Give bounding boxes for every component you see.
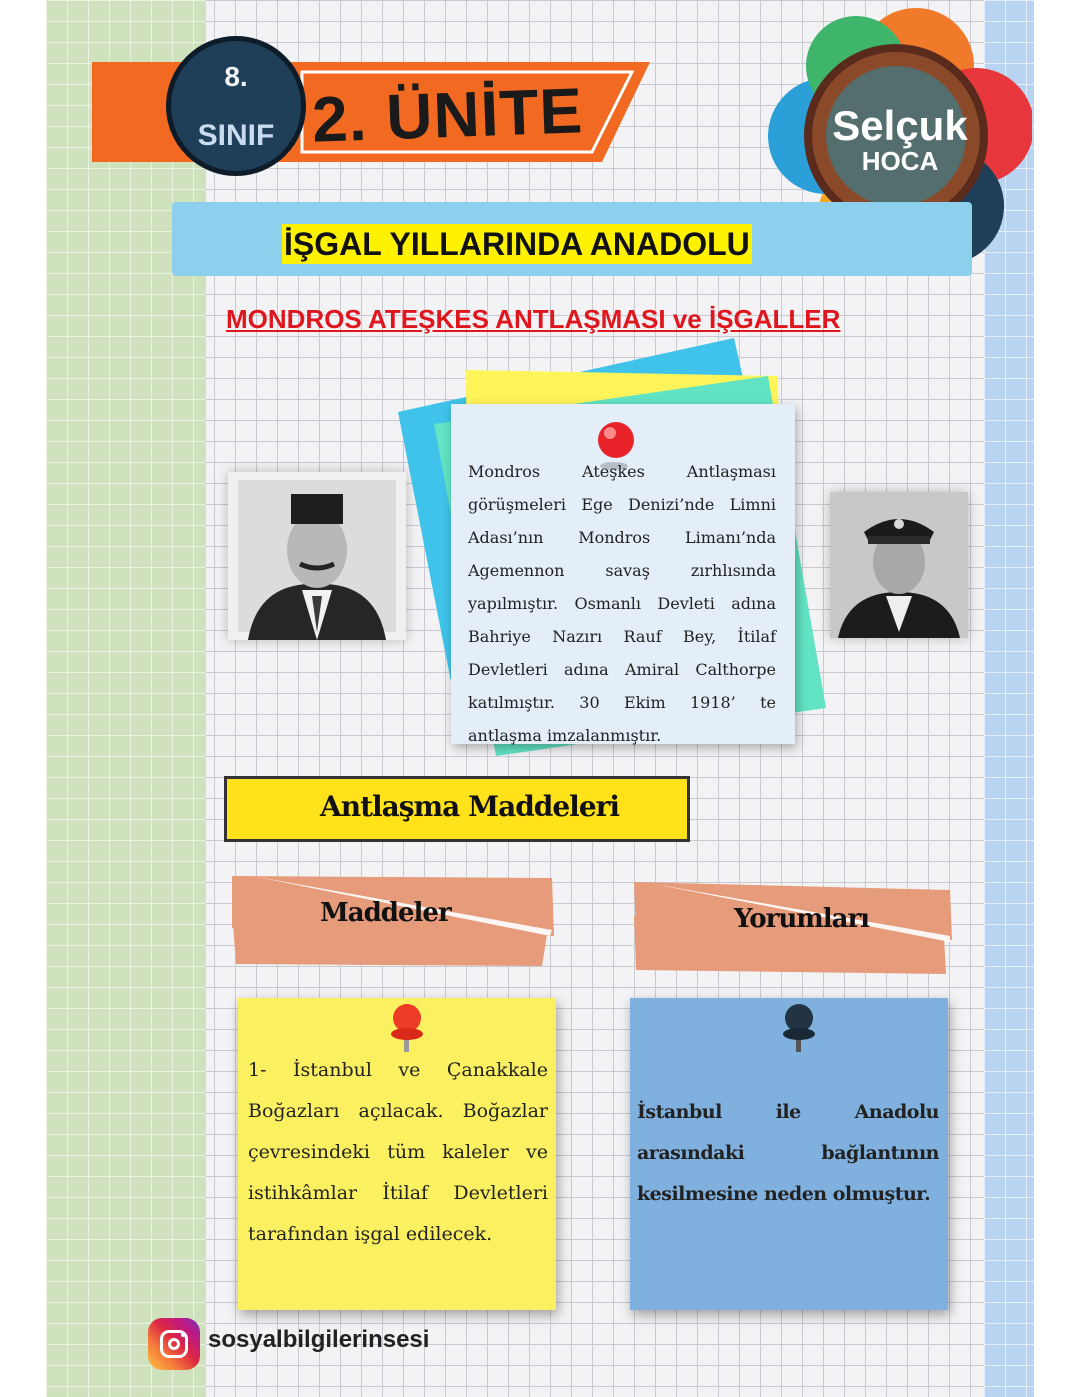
section-title: İŞGAL YILLARINDA ANADOLU [284, 226, 750, 262]
logo-line-1: Selçuk [832, 102, 968, 149]
maddeler-label: Maddeler [320, 898, 451, 928]
agreement-articles-title: Antlaşma Maddeleri [320, 790, 620, 823]
section-subtitle: MONDROS ATEŞKES ANTLAŞMASI ve İŞGALLER [226, 304, 841, 334]
dark-pushpin-icon [776, 1000, 822, 1056]
article-1-text: 1- İstanbul ve Çanakkale Boğazları açılacak. Boğazlar çevresindeki tüm kaleler ve istihkâmlar İtilaf Devletleri tarafından işgal edilecek. [248, 1059, 548, 1245]
grade-badge [166, 36, 306, 176]
instagram-icon[interactable] [148, 1318, 200, 1370]
instagram-handle[interactable]: sosyalbilgilerinsesi [208, 1326, 430, 1353]
logo-line-2: HOCA [861, 146, 939, 176]
grade-word: SINIF [197, 119, 275, 152]
grade-number: 8. [224, 61, 248, 92]
comment-text: İstanbul ile Anadolu arasındaki bağlantının kesilmesine neden olmuştur. [637, 1101, 939, 1205]
mondros-info-text: Mondros Ateşkes Antlaşması görüşmeleri Ege Denizi’nde Limni Adası’nın Mondros Limanı’nda Agemennon savaş zırhlısında yapılmıştır. Osmanlı Devleti adına Bahriye Nazırı Rauf Bey, İtilaf Devletleri adına Amiral Calthorpe katılmıştır. 30 Ekim 1918’ te antlaşma imzalanmıştır. [468, 462, 776, 745]
unit-title: 2. ÜNİTE [310, 74, 585, 156]
portrait-rauf-bey [228, 472, 406, 640]
red-pushpin-icon [384, 1000, 430, 1056]
logo-text [800, 104, 1000, 174]
yorumlar-label: Yorumları [734, 904, 870, 934]
portrait-admiral-calthorpe [830, 492, 968, 638]
